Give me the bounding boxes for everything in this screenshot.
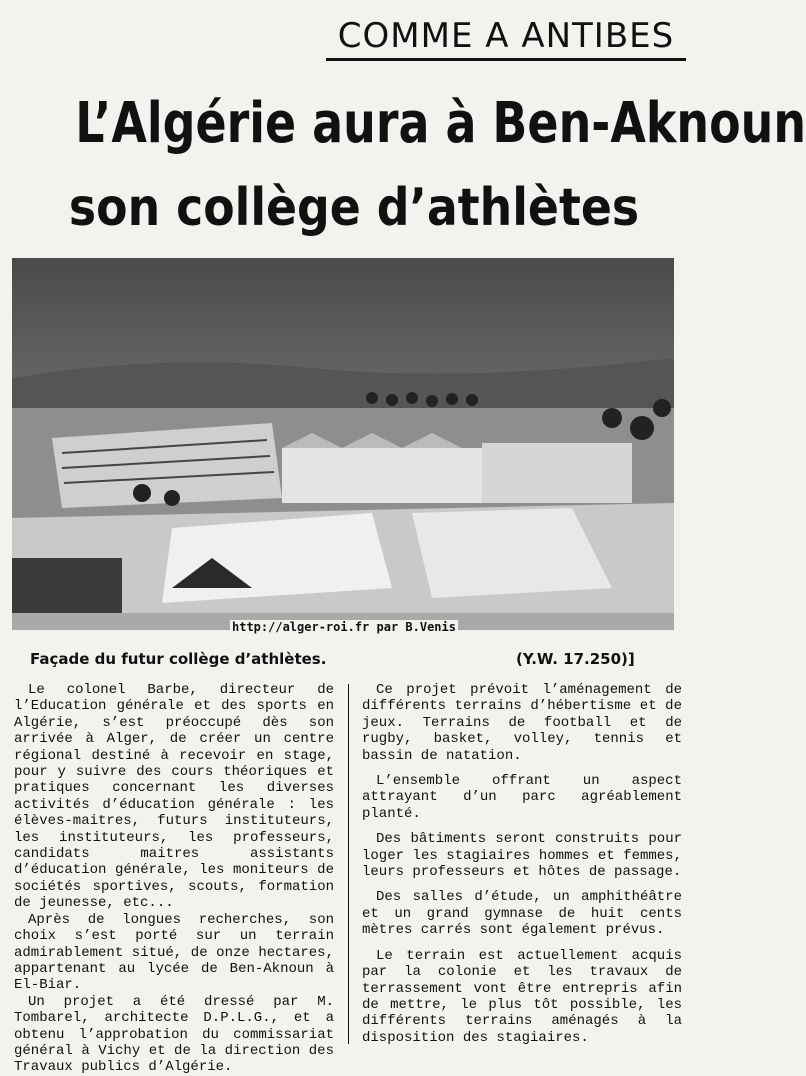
subheadline: son collège d’athlètes xyxy=(68,178,640,238)
column-divider xyxy=(348,684,349,1044)
facade-photo xyxy=(12,258,674,630)
kicker: COMME A ANTIBES xyxy=(326,14,686,61)
paragraph: L’ensemble offrant un aspect attrayant d’un parc agréablement planté. xyxy=(362,773,682,822)
article-column-right xyxy=(362,682,682,1055)
paragraph: Le terrain est actuellement acquis par la colonie et les travaux de terrassement vont être entrepris afin de mettre, le plus tôt possible, les différents terrains aménagés à la disposition des stagiaires. xyxy=(362,947,682,1046)
photo-reference: (Y.W. 17.250)] xyxy=(516,650,635,668)
paragraph: Des bâtiments seront construits pour loger les stagiaires hommes et femmes, leurs professeurs et hôtes de passage. xyxy=(362,831,682,881)
paragraph: Ce projet prévoit l’aménagement de différents terrains d’hébertisme et de jeux. Terrains de football et de rugby, basket, volley, tennis et bassin de natation. xyxy=(362,682,682,764)
headline: L’Algérie aura à Ben-Aknoun xyxy=(75,91,806,156)
paragraph: Après de longues recherches, son choix s’est porté sur un terrain admirablement situé, de onze hectares, appartenant au lycée de Ben-Aknoun à El-Biar. xyxy=(14,911,334,994)
article-column-left xyxy=(14,682,334,1076)
photo-caption: Façade du futur collège d’athlètes. xyxy=(30,650,327,668)
source-credit: http://alger-roi.fr par B.Venis xyxy=(232,620,456,634)
paragraph: Des salles d’étude, un amphithéâtre et un grand gymnase de huit cents mètres carrés sont également prévus. xyxy=(362,889,682,939)
paragraph: Un projet a été dressé par M. Tombarel, architecte D.P.L.G., et a obtenu l’approbation du commissariat général à Vichy et de la direction des Travaux publics d’Algérie. xyxy=(14,993,334,1076)
paragraph: Le colonel Barbe, directeur de l’Education générale et des sports en Algérie, s’est préoccupé dès son arrivée à Alger, de créer un centre régional destiné à recevoir en stage, pour y suivre des cours théoriques et pratiques concernant les diverses activités d’éducation générale : les élèves-maitres, futurs instituteurs, les instituteurs, les professeurs, candidats maitres assistants d’éducation générale, les moniteurs de sociétés sportives, scouts, formation de jeunesse, etc... xyxy=(14,682,334,912)
